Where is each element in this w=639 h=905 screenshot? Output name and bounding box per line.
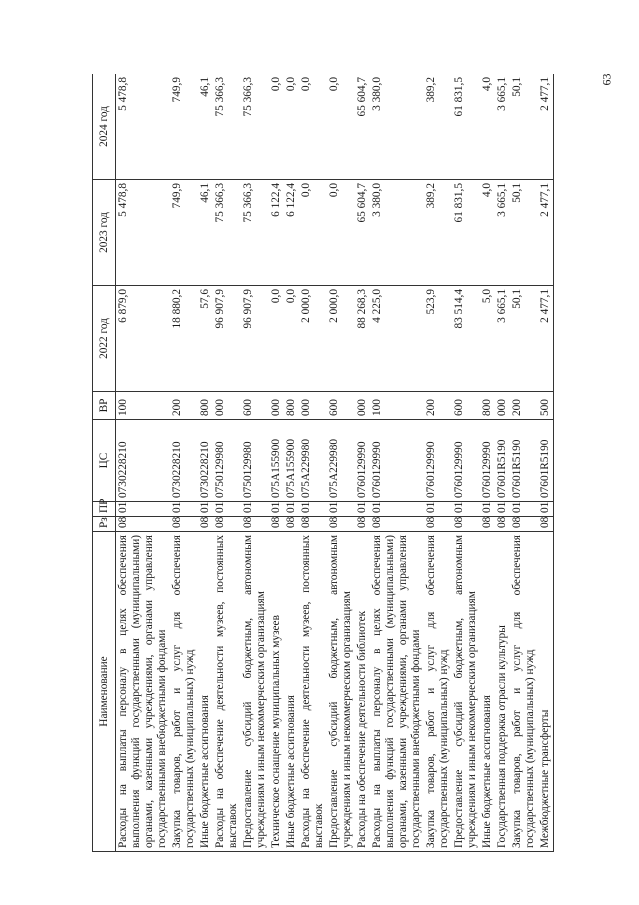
row-rz: 08 <box>116 517 171 532</box>
table-row <box>299 74 327 852</box>
page-number: 63 <box>599 73 614 86</box>
row-pr: 01 <box>495 502 510 517</box>
header-vr: ВР <box>93 392 116 420</box>
table-row <box>213 74 241 852</box>
row-name: Иные бюджетные ассигнования <box>198 532 213 852</box>
row-value-2022: 0,0 <box>284 286 299 392</box>
row-pr: 01 <box>116 502 171 517</box>
header-name: Наименование <box>93 532 116 852</box>
row-cs: 07601R5190 <box>538 420 554 502</box>
row-name: Иные бюджетные ассигнования <box>480 532 495 852</box>
row-pr: 01 <box>241 502 269 517</box>
table-body <box>116 74 554 852</box>
row-value-2024: 50,1 <box>510 74 538 180</box>
row-rz: 08 <box>327 517 355 532</box>
row-vr: 000 <box>299 392 327 420</box>
row-cs: 075А155900 <box>269 420 284 502</box>
row-value-2022: 88 268,3 <box>355 286 370 392</box>
row-value-2023: 0,0 <box>299 180 327 286</box>
row-vr: 000 <box>269 392 284 420</box>
row-value-2024: 75 366,3 <box>241 74 269 180</box>
row-rz: 08 <box>495 517 510 532</box>
row-value-2023: 75 366,3 <box>241 180 269 286</box>
row-vr: 600 <box>452 392 480 420</box>
table-row <box>538 74 554 852</box>
row-value-2023: 6 122,4 <box>284 180 299 286</box>
row-vr: 800 <box>284 392 299 420</box>
row-value-2024: 61 831,5 <box>452 74 480 180</box>
row-value-2024: 3 380,0 <box>370 74 424 180</box>
row-cs: 0760129990 <box>355 420 370 502</box>
table-row <box>269 74 284 852</box>
row-cs: 0730228210 <box>170 420 198 502</box>
row-value-2022: 96 907,9 <box>213 286 241 392</box>
row-rz: 08 <box>284 517 299 532</box>
row-pr: 01 <box>213 502 241 517</box>
row-cs: 07601R5190 <box>495 420 510 502</box>
row-pr: 01 <box>269 502 284 517</box>
table-row <box>510 74 538 852</box>
row-rz: 08 <box>452 517 480 532</box>
row-cs: 0730228210 <box>198 420 213 502</box>
header-2022: 2022 год <box>93 286 116 392</box>
row-vr: 000 <box>495 392 510 420</box>
row-pr: 01 <box>355 502 370 517</box>
row-value-2023: 50,1 <box>510 180 538 286</box>
row-rz: 08 <box>299 517 327 532</box>
row-vr: 200 <box>170 392 198 420</box>
row-rz: 08 <box>241 517 269 532</box>
table-header <box>93 74 116 852</box>
row-rz: 08 <box>170 517 198 532</box>
row-rz: 08 <box>510 517 538 532</box>
row-value-2022: 5,0 <box>480 286 495 392</box>
row-value-2022: 523,9 <box>424 286 452 392</box>
row-value-2024: 2 477,1 <box>538 74 554 180</box>
table-row <box>370 74 424 852</box>
row-value-2022: 57,6 <box>198 286 213 392</box>
row-rz: 08 <box>198 517 213 532</box>
row-pr: 01 <box>480 502 495 517</box>
row-cs: 0760129990 <box>370 420 424 502</box>
row-value-2023: 389,2 <box>424 180 452 286</box>
row-rz: 08 <box>424 517 452 532</box>
table-row <box>241 74 269 852</box>
row-pr: 01 <box>198 502 213 517</box>
row-name: Закупка товаров, работ и услуг для обеспечения государственных (муниципальных) нужд <box>510 532 538 852</box>
row-cs: 0760129990 <box>424 420 452 502</box>
header-rz: Рз <box>93 517 116 532</box>
row-name: Расходы на обеспечение деятельности музеев, постоянных выставок <box>213 532 241 852</box>
row-rz: 08 <box>355 517 370 532</box>
row-pr: 01 <box>424 502 452 517</box>
header-2023: 2023 год <box>93 180 116 286</box>
row-name: Предоставление субсидий бюджетным, автономным учреждениям и иным некоммерческим организациям <box>241 532 269 852</box>
row-value-2023: 61 831,5 <box>452 180 480 286</box>
row-value-2024: 75 366,3 <box>213 74 241 180</box>
row-value-2022: 18 880,2 <box>170 286 198 392</box>
row-name: Предоставление субсидий бюджетным, автономным учреждениям и иным некоммерческим организациям <box>327 532 355 852</box>
row-name: Иные бюджетные ассигнования <box>284 532 299 852</box>
row-name: Межбюджетные трансферты <box>538 532 554 852</box>
table-row <box>116 74 171 852</box>
header-row <box>93 74 116 852</box>
row-cs: 0750129980 <box>213 420 241 502</box>
header-pr: ПР <box>93 502 116 517</box>
row-cs: 07601R5190 <box>510 420 538 502</box>
row-vr: 200 <box>424 392 452 420</box>
row-pr: 01 <box>510 502 538 517</box>
header-2024: 2024 год <box>93 74 116 180</box>
row-pr: 01 <box>538 502 554 517</box>
row-name: Техническое оснащение муниципальных музеев <box>269 532 284 852</box>
row-value-2022: 3 665,1 <box>495 286 510 392</box>
row-name: Закупка товаров, работ и услуг для обеспечения государственных (муниципальных) нужд <box>170 532 198 852</box>
row-pr: 01 <box>452 502 480 517</box>
row-value-2024: 0,0 <box>327 74 355 180</box>
row-value-2023: 46,1 <box>198 180 213 286</box>
row-cs: 0760129990 <box>480 420 495 502</box>
table-row <box>355 74 370 852</box>
row-vr: 000 <box>355 392 370 420</box>
row-value-2022: 83 514,4 <box>452 286 480 392</box>
row-pr: 01 <box>170 502 198 517</box>
row-value-2024: 749,9 <box>170 74 198 180</box>
row-value-2022: 2 000,0 <box>299 286 327 392</box>
row-vr: 600 <box>327 392 355 420</box>
budget-table-frame <box>92 74 632 852</box>
row-pr: 01 <box>299 502 327 517</box>
row-value-2023: 2 477,1 <box>538 180 554 286</box>
row-name: Расходы на выплаты персоналу в целях обеспечения выполнения функций государственными (муниципальными) органами, казенными учреждениями, органами управления государственными внебюджетными фондами <box>370 532 424 852</box>
row-pr: 01 <box>327 502 355 517</box>
row-value-2022: 2 477,1 <box>538 286 554 392</box>
row-value-2022: 6 879,0 <box>116 286 171 392</box>
row-cs: 0760129990 <box>452 420 480 502</box>
row-value-2024: 389,2 <box>424 74 452 180</box>
row-value-2023: 5 478,8 <box>116 180 171 286</box>
row-cs: 0750129980 <box>241 420 269 502</box>
row-vr: 800 <box>198 392 213 420</box>
row-name: Государственная поддержка отрасли культуры <box>495 532 510 852</box>
row-name: Предоставление субсидий бюджетным, автономным учреждениям и иным некоммерческим организациям <box>452 532 480 852</box>
row-value-2022: 96 907,9 <box>241 286 269 392</box>
row-name: Закупка товаров, работ и услуг для обеспечения государственных (муниципальных) нужд <box>424 532 452 852</box>
row-value-2022: 0,0 <box>269 286 284 392</box>
row-value-2023: 3 665,1 <box>495 180 510 286</box>
row-rz: 08 <box>213 517 241 532</box>
row-cs: 075А155900 <box>284 420 299 502</box>
row-rz: 08 <box>370 517 424 532</box>
row-value-2024: 5 478,8 <box>116 74 171 180</box>
row-pr: 01 <box>284 502 299 517</box>
table-row <box>424 74 452 852</box>
row-cs: 075А229980 <box>299 420 327 502</box>
table-row <box>327 74 355 852</box>
row-cs: 075А229980 <box>327 420 355 502</box>
row-name: Расходы на обеспечение деятельности библиотек <box>355 532 370 852</box>
row-vr: 100 <box>370 392 424 420</box>
row-name: Расходы на выплаты персоналу в целях обеспечения выполнения функций государственными (муниципальными) органами, казенными учреждениями, органами управления государственными внебюджетными фондами <box>116 532 171 852</box>
row-value-2023: 749,9 <box>170 180 198 286</box>
row-vr: 200 <box>510 392 538 420</box>
row-value-2024: 4,0 <box>480 74 495 180</box>
row-value-2022: 4 225,0 <box>370 286 424 392</box>
row-value-2023: 75 366,3 <box>213 180 241 286</box>
row-value-2023: 0,0 <box>327 180 355 286</box>
row-value-2023: 4,0 <box>480 180 495 286</box>
row-cs: 0730228210 <box>116 420 171 502</box>
header-cs: ЦС <box>93 420 116 502</box>
row-vr: 800 <box>480 392 495 420</box>
row-value-2022: 50,1 <box>510 286 538 392</box>
table-row <box>480 74 495 852</box>
row-rz: 08 <box>480 517 495 532</box>
row-value-2023: 3 380,0 <box>370 180 424 286</box>
row-vr: 500 <box>538 392 554 420</box>
row-value-2024: 46,1 <box>198 74 213 180</box>
row-value-2023: 65 604,7 <box>355 180 370 286</box>
table-row <box>198 74 213 852</box>
row-vr: 600 <box>241 392 269 420</box>
row-name: Расходы на обеспечение деятельности музеев, постоянных выставок <box>299 532 327 852</box>
row-value-2024: 3 665,1 <box>495 74 510 180</box>
table-row <box>495 74 510 852</box>
row-value-2024: 0,0 <box>299 74 327 180</box>
row-vr: 000 <box>213 392 241 420</box>
row-pr: 01 <box>370 502 424 517</box>
row-value-2024: 0,0 <box>284 74 299 180</box>
budget-table <box>92 74 554 852</box>
row-value-2022: 2 000,0 <box>327 286 355 392</box>
table-row <box>170 74 198 852</box>
row-vr: 100 <box>116 392 171 420</box>
table-row <box>284 74 299 852</box>
row-rz: 08 <box>269 517 284 532</box>
row-rz: 08 <box>538 517 554 532</box>
row-value-2024: 0,0 <box>269 74 284 180</box>
row-value-2024: 65 604,7 <box>355 74 370 180</box>
rotated-page-area <box>92 74 632 852</box>
table-row <box>452 74 480 852</box>
row-value-2023: 6 122,4 <box>269 180 284 286</box>
